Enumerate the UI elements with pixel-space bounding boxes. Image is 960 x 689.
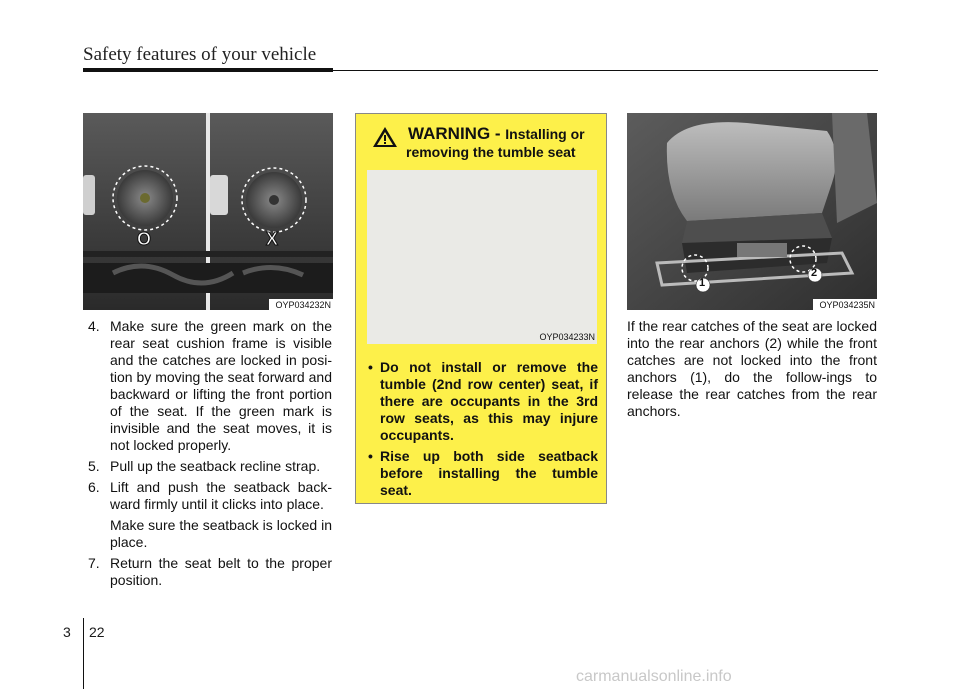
marker-1: 1	[699, 277, 706, 289]
warning-item-text: Rise up both side seatback before installing the tumble seat.	[380, 448, 598, 498]
watermark: carmanualsonline.info	[576, 668, 732, 685]
bullet-icon: •	[368, 359, 373, 375]
ok-mark: O	[137, 229, 152, 249]
steps-list	[88, 318, 332, 593]
marker-2: 2	[811, 267, 818, 279]
step-item	[88, 458, 332, 475]
header-rule	[83, 68, 333, 72]
seat-cushion-illustration	[83, 113, 333, 310]
step-subtext: Make sure the seatback is locked in place.	[110, 517, 332, 550]
step-number: 6.	[88, 479, 100, 495]
bullet-icon: •	[368, 448, 373, 464]
step-number: 4.	[88, 318, 100, 334]
tumble-seat-image	[367, 170, 597, 344]
warning-subtitle-2: removing the tumble seat	[406, 144, 576, 160]
image-caption: OYP034233N	[539, 332, 595, 342]
step-text: Return the seat belt to the proper position.	[110, 555, 332, 588]
seat-cushion-photo	[83, 113, 333, 310]
step-text: Lift and push the seatback back-ward firmly until it clicks into place.	[110, 479, 332, 512]
ng-mark: X	[266, 229, 279, 249]
rear-anchor-illustration	[627, 113, 877, 310]
warning-label: WARNING -	[408, 124, 501, 143]
warning-list	[368, 359, 598, 503]
warning-item	[368, 448, 598, 499]
step-item	[88, 318, 332, 454]
header-title: Safety features of your vehicle	[83, 44, 317, 65]
warning-item-text: Do not install or remove the tumble (2nd row center) seat, if there are occupants in the 3rd row seats, as this may injure occupants.	[380, 359, 598, 443]
step-item	[88, 479, 332, 513]
photo-caption: OYP034235N	[813, 299, 877, 310]
warning-triangle-icon	[372, 126, 398, 148]
right-paragraph: If the rear catches of the seat are locked into the rear anchors (2) while the front catches are not locked into the front anchors (1), do the follow-ings to release the rear catches from the rear anchors.	[627, 318, 877, 419]
warning-item	[368, 359, 598, 444]
step-number: 5.	[88, 458, 100, 474]
warning-subtitle-1: Installing or	[505, 126, 585, 142]
warning-title	[408, 124, 585, 144]
chapter-number: 3	[63, 624, 71, 640]
page-number: 22	[89, 624, 105, 640]
page-divider	[83, 618, 84, 689]
step-item	[88, 555, 332, 589]
photo-caption: OYP034232N	[269, 299, 333, 310]
step-text: Make sure the green mark on the rear seat cushion frame is visible and the catches are locked in posi-tion by moving the seat forward and backward or lifting the front portion of the seat. If the green mark is invisible and the seat moves, it is not locked properly.	[110, 318, 332, 453]
warning-box	[355, 113, 607, 504]
header-rule-thin	[333, 70, 878, 71]
step-text: Pull up the seatback recline strap.	[110, 458, 321, 474]
rear-anchor-photo	[627, 113, 877, 310]
step-number: 7.	[88, 555, 100, 571]
